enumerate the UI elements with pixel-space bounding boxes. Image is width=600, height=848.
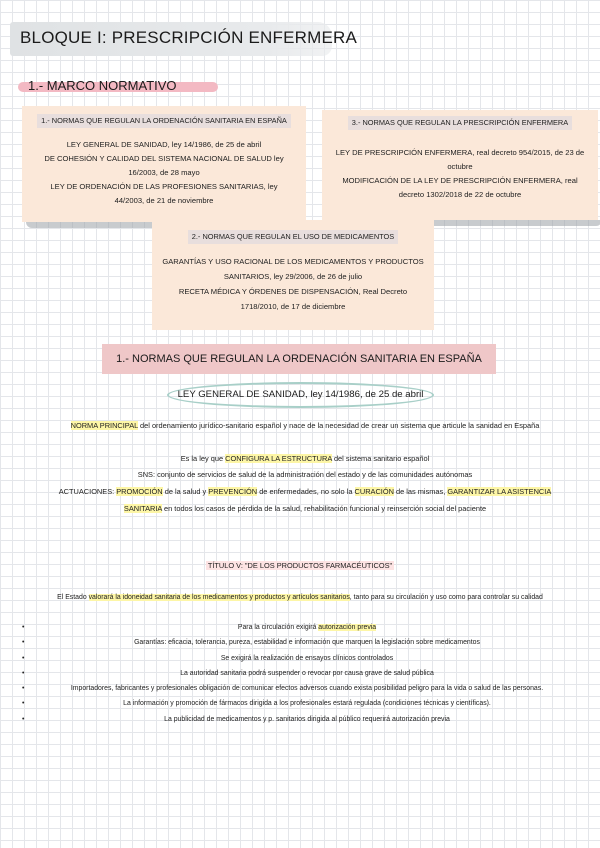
- highlight: CONFIGURA LA ESTRUCTURA: [225, 454, 332, 463]
- list-item: [14, 681, 586, 696]
- bullet-icon: •: [22, 669, 25, 677]
- box-prescripcion-head: 3.- NORMAS QUE REGULAN LA PRESCRIPCIÓN ENFERMERA: [348, 116, 572, 130]
- ley-oval: LEY GENERAL DE SANIDAD, ley 14/1986, de 25 de abril: [167, 382, 434, 408]
- text: ACTUACIONES:: [58, 487, 117, 496]
- box-line: RECETA MÉDICA Y ÓRDENES DE DISPENSACIÓN, Real Decreto 1718/2010, de 17 de diciembre: [178, 287, 408, 311]
- list-item: [14, 712, 586, 727]
- intro-paragraph: [14, 590, 586, 605]
- text: El Estado: [57, 594, 89, 601]
- box-line: GARANTÍAS Y USO RACIONAL DE LOS MEDICAMENTOS Y PRODUCTOS SANITARIOS, ley 29/2006, de 26 de julio: [162, 257, 424, 281]
- text: Importadores, fabricantes y profesionales obligación de comunicar efectos adversos cuando exista posibilidad peligro para la vida o salud de las personas.: [70, 685, 544, 693]
- text: Para la circulación exigirá: [237, 624, 319, 631]
- highlight: autorización previa: [318, 624, 377, 631]
- box-medicamentos: [152, 220, 434, 330]
- box-ordenacion-head: 1.- NORMAS QUE REGULAN LA ORDENACIÓN SANITARIA EN ESPAÑA: [37, 114, 291, 128]
- list-item: [14, 666, 586, 681]
- paragraph-sns: SNS: conjunto de servicios de salud de la administración del estado y de las comunidades autónomas: [137, 470, 473, 479]
- bullet-icon: •: [22, 715, 25, 723]
- paragraph-actuaciones: [40, 484, 570, 517]
- text: del ordenamiento jurídico-sanitario español y nace de la necesidad de crear un sistema que articule la sanidad en España: [137, 421, 540, 430]
- text: en todos los casos de pérdida de la salud, rehabilitación funcional y reinserción social del paciente: [161, 503, 487, 513]
- box-line: DE COHESIÓN Y CALIDAD DEL SISTEMA NACIONAL DE SALUD ley 16/2003, de 28 mayo: [44, 154, 284, 177]
- page-title: BLOQUE I: PRESCRIPCIÓN ENFERMERA: [20, 28, 358, 47]
- text: de las mismas,: [393, 487, 448, 496]
- box-medicamentos-head: 2.- NORMAS QUE REGULAN EL USO DE MEDICAMENTOS: [188, 230, 398, 244]
- text: Se exigirá la realización de ensayos clínicos controlados: [220, 654, 394, 662]
- text: del sistema sanitario español: [331, 454, 430, 463]
- highlight: valorará la idoneidad sanitaria de los medicamentos y productos y artículos sanitarios: [88, 594, 350, 601]
- titulo-v: [0, 561, 600, 570]
- text: La información y promoción de fármacos dirigida a los profesionales estará regulada (condiciones técnicas y científicas).: [123, 700, 491, 708]
- bullet-icon: •: [22, 639, 25, 647]
- box-line: MODIFICACIÓN DE LA LEY DE PRESCRIPCIÓN ENFERMERA, real decreto 1302/2018 de 22 de octubre: [342, 176, 578, 199]
- text: Garantías: eficacia, tolerancia, pureza, estabilidad e información que marquen la legislación sobre medicamentos: [134, 639, 480, 647]
- bullet-icon: •: [22, 624, 25, 631]
- paragraph-estructura: [40, 451, 570, 468]
- box-ordenacion: [22, 106, 306, 222]
- bullet-icon: •: [22, 685, 25, 693]
- box-line: LEY DE PRESCRIPCIÓN ENFERMERA, real decreto 954/2015, de 23 de octubre: [335, 148, 585, 171]
- list-item: [14, 620, 586, 635]
- highlight: PREVENCIÓN: [208, 487, 258, 496]
- text: La publicidad de medicamentos y p. sanitarios dirigida al público requerirá autorización previa: [164, 715, 450, 723]
- box-line: LEY GENERAL DE SANIDAD, ley 14/1986, de 25 de abril: [66, 140, 262, 149]
- list-item: [14, 635, 586, 650]
- highlight: PROMOCIÓN: [116, 487, 163, 496]
- list-item: [14, 651, 586, 666]
- highlight: NORMA PRINCIPAL: [70, 421, 138, 430]
- text: La autoridad sanitaria podrá suspender o revocar por causa grave de salud pública: [180, 669, 434, 677]
- text: de enfermedades, no solo la: [257, 487, 355, 496]
- titulo-text: TÍTULO V: "DE LOS PRODUCTOS FARMACÉUTICOS": [207, 561, 393, 570]
- paragraph-norma: [40, 418, 570, 435]
- text: de la salud y: [162, 487, 209, 496]
- bullet-icon: •: [22, 700, 25, 708]
- text: Es la ley que: [180, 454, 226, 463]
- box-prescripcion: [322, 110, 598, 220]
- highlight: CURACIÓN: [354, 487, 394, 496]
- list-item: [14, 696, 586, 711]
- bullet-icon: •: [22, 654, 25, 662]
- text: , tanto para su circulación y uso como para controlar su calidad: [349, 594, 543, 601]
- highlight: GARANTIZAR LA ASISTENCIA SANITARIA: [123, 487, 552, 513]
- section-title: 1.- MARCO NORMATIVO: [28, 78, 177, 93]
- section-heading: 1.- NORMAS QUE REGULAN LA ORDENACIÓN SANITARIA EN ESPAÑA: [102, 344, 496, 374]
- bullet-list: [14, 620, 586, 727]
- box-line: LEY DE ORDENACIÓN DE LAS PROFESIONES SANITARIAS, ley 44/2003, de 21 de noviembre: [50, 182, 278, 205]
